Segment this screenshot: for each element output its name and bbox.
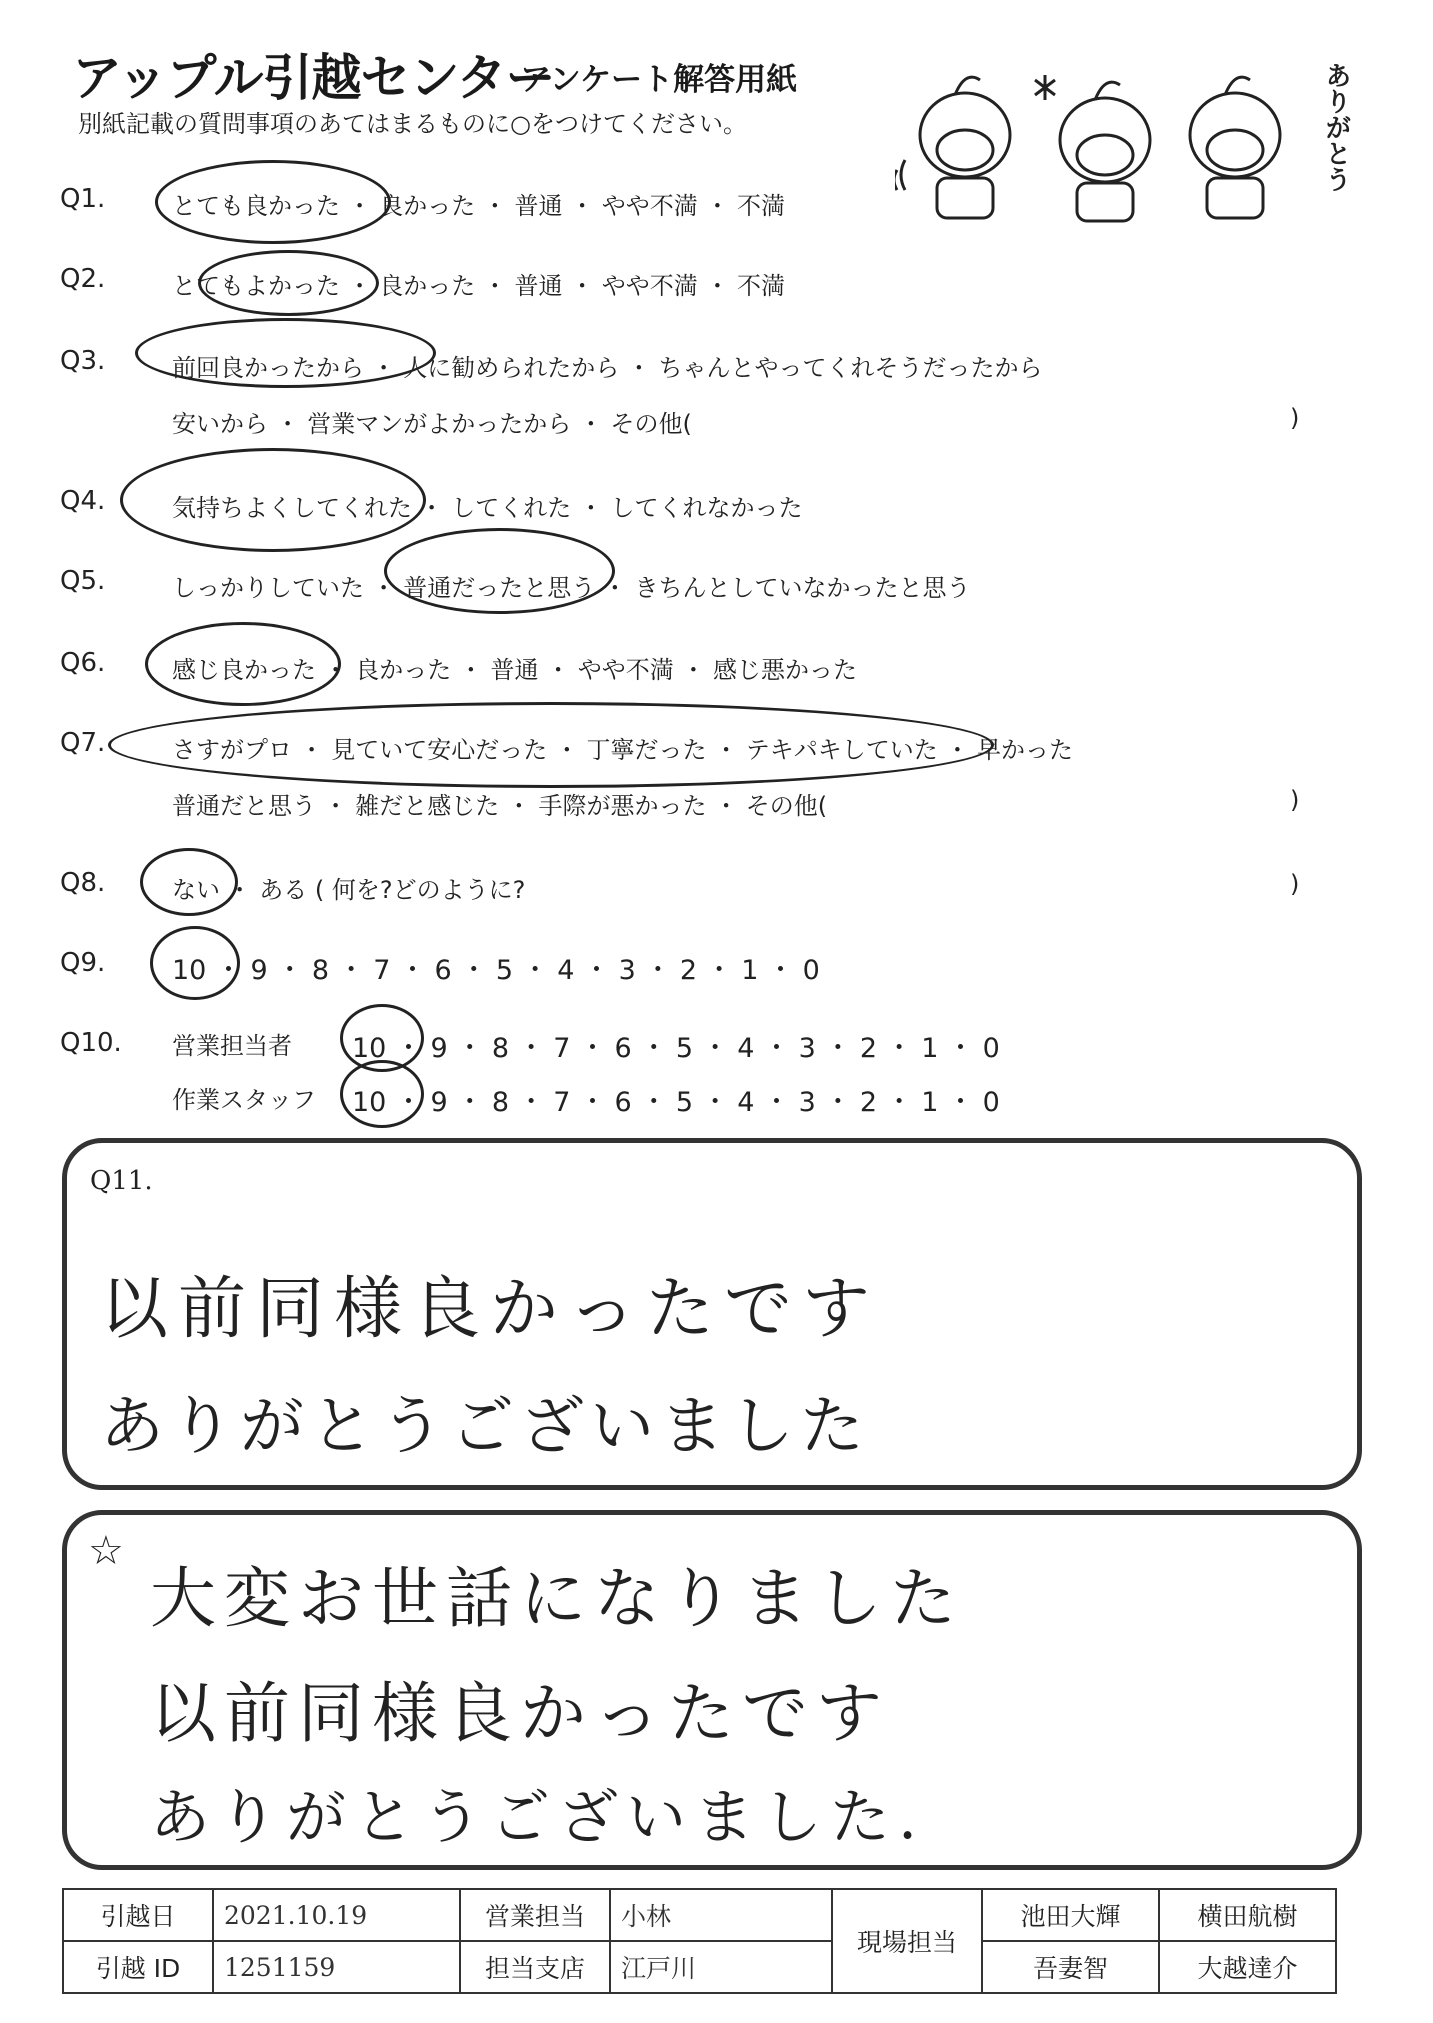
q11-number: Q11. <box>90 1166 153 1196</box>
q11-handwriting-line1: 以前同様良かったです <box>100 1270 881 1349</box>
q10-sales-scale: 10 ・ 9 ・ 8 ・ 7 ・ 6 ・ 5 ・ 4 ・ 3 ・ 2 ・ 1 ・ 0 <box>352 1033 1000 1064</box>
mascot-1 <box>895 77 1010 218</box>
q4-number: Q4. <box>60 486 106 516</box>
q7-number: Q7. <box>60 728 106 758</box>
instruction-text: 別紙記載の質問事項のあてはまるものに○をつけてください。 <box>78 110 747 138</box>
note-handwriting-line1: 大変お世話になりました <box>150 1560 964 1637</box>
site-staff-label: 現場担当 <box>832 1889 982 1993</box>
q7-options-line1: さすがプロ ・ 見ていて安心だった ・ 丁寧だった ・ テキパキしていた ・ 早かった <box>172 736 1074 764</box>
q8-options: ない ・ ある ( 何を?どのように? <box>172 876 526 904</box>
q5-number: Q5. <box>60 566 106 596</box>
q8-number: Q8. <box>60 868 106 898</box>
mascot-2 <box>1035 75 1150 221</box>
move-date-label: 引越日 <box>63 1889 213 1941</box>
company-title: アップル引越センター <box>72 49 555 107</box>
star-icon: ☆ <box>88 1528 124 1574</box>
note-handwriting-line3: ありがとうございました. <box>150 1783 926 1853</box>
q3-options-line2: 安いから ・ 営業マンがよかったから ・ その他( <box>172 410 692 438</box>
branch-value: 江戸川 <box>610 1941 832 1993</box>
q1-number: Q1. <box>60 184 106 214</box>
q3-close-paren: ) <box>1290 404 1300 432</box>
q2-options: とてもよかった ・ 良かった ・ 普通 ・ やや不満 ・ 不満 <box>172 272 786 300</box>
thanks-text: ありがとう <box>1321 62 1351 192</box>
move-id-value: 1251159 <box>213 1941 460 1993</box>
move-date-value: 2021.10.19 <box>213 1889 460 1941</box>
q9-number: Q9. <box>60 948 106 978</box>
q10-sales-label: 営業担当者 <box>172 1032 292 1060</box>
q4-options: 気持ちよくしてくれた ・ してくれた ・ してくれなかった <box>172 494 803 522</box>
q3-number: Q3. <box>60 346 106 376</box>
sales-rep-value: 小林 <box>610 1889 832 1941</box>
form-subtitle: アンケート解答用紙 <box>520 62 798 98</box>
mascot-illustration <box>895 50 1365 230</box>
mascot-3 <box>1190 77 1280 218</box>
note-handwriting-line2: 以前同様良かったです <box>150 1675 890 1752</box>
q10-staff-scale: 10 ・ 9 ・ 8 ・ 7 ・ 6 ・ 5 ・ 4 ・ 3 ・ 2 ・ 1 ・ 0 <box>352 1087 1000 1118</box>
q6-options: 感じ良かった ・ 良かった ・ 普通 ・ やや不満 ・ 感じ悪かった <box>172 656 858 684</box>
q8-close-paren: ) <box>1290 870 1300 898</box>
q7-close-paren: ) <box>1290 786 1300 814</box>
q3-options-line1: 前回良かったから ・ 人に勧められたから ・ ちゃんとやってくれそうだったから <box>172 354 1043 382</box>
q5-options: しっかりしていた ・ 普通だったと思う ・ きちんとしていなかったと思う <box>172 574 971 602</box>
q11-handwriting-line2: ありがとうございました <box>100 1390 870 1464</box>
q7-options-line2: 普通だと思う ・ 雑だと感じた ・ 手際が悪かった ・ その他( <box>172 792 828 820</box>
site-staff-3: 吾妻智 <box>982 1941 1159 1993</box>
sales-rep-label: 営業担当 <box>460 1889 610 1941</box>
q1-options: とても良かった ・ 良かった ・ 普通 ・ やや不満 ・ 不満 <box>172 192 786 220</box>
q10-staff-label: 作業スタッフ <box>172 1086 316 1114</box>
site-staff-1: 池田大輝 <box>982 1889 1159 1941</box>
branch-label: 担当支店 <box>460 1941 610 1993</box>
q9-scale: 10 ・ 9 ・ 8 ・ 7 ・ 6 ・ 5 ・ 4 ・ 3 ・ 2 ・ 1 ・ 0 <box>172 955 820 986</box>
site-staff-4: 大越達介 <box>1159 1941 1336 1993</box>
q2-number: Q2. <box>60 264 106 294</box>
q10-number: Q10. <box>60 1028 122 1058</box>
move-id-label: 引越 ID <box>63 1941 213 1993</box>
site-staff-2: 横田航樹 <box>1159 1889 1336 1941</box>
footer-table <box>62 1888 1337 1994</box>
q6-number: Q6. <box>60 648 106 678</box>
